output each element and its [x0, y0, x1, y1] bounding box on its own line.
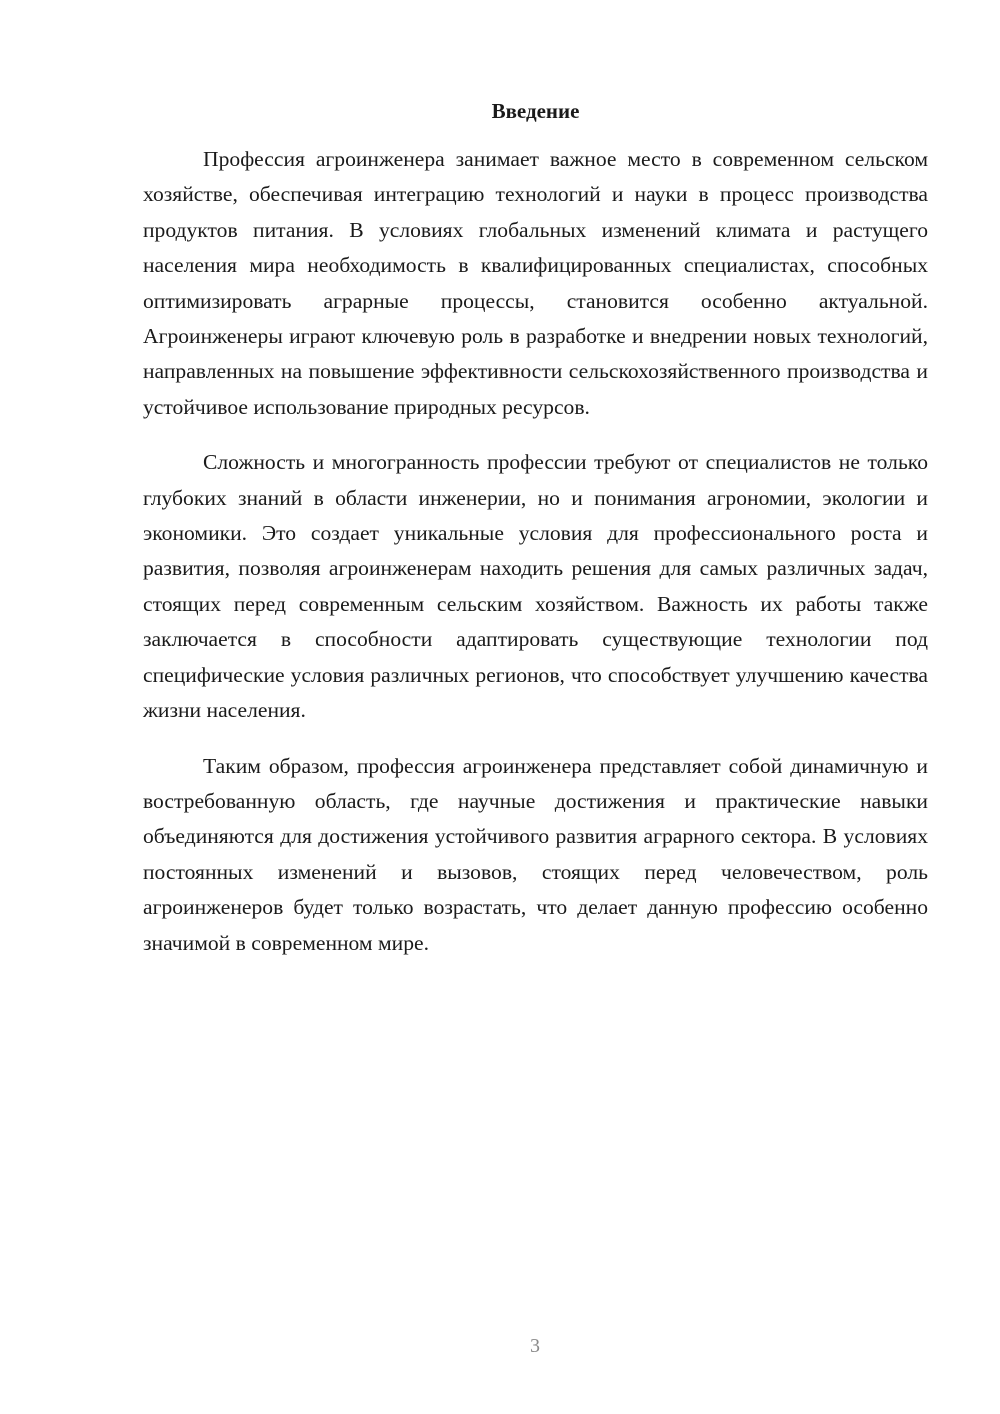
paragraph-3: Таким образом, профессия агроинженера представляет собой динамичную и востребованную область, где научные достижения и практические навыки объединяются для достижения устойчивого развития аграрного сектора. В условиях постоянных изменений и вызовов, стоящих перед человечеством, роль агроинженеров будет только возрастать, что делает данную профессию особенно значимой в современном мире. — [143, 753, 928, 955]
paragraph-1: Профессия агроинженера занимает важное место в современном сельском хозяйстве, обеспечивая интеграцию технологий и науки в процесс производства продуктов питания. В условиях глобальных изменений климата и растущего населения мира необходимость в квалифицированных специалистах, способных оптимизировать аграрные процессы, становится особенно актуальной. Агроинженеры играют ключевую роль в разработке и внедрении новых технологий, направленных на повышение эффективности сельскохозяйственного производства и устойчивое использование природных ресурсов. — [143, 147, 928, 419]
section-title: Введение — [491, 99, 580, 123]
document-body — [143, 142, 928, 981]
page-number: 3 — [530, 1335, 540, 1357]
paragraph-2: Сложность и многогранность профессии требуют от специалистов не только глубоких знаний в области инженерии, но и понимания агрономии, экологии и экономики. Это создает уникальные условия для профессионального роста и развития, позволяя агроинженерам находить решения для самых различных задач, стоящих перед современным сельским хозяйством. Важность их работы также заключается в способности адаптировать существующие технологии под специфические условия различных регионов, что способствует улучшению качества жизни населения. — [143, 450, 928, 723]
